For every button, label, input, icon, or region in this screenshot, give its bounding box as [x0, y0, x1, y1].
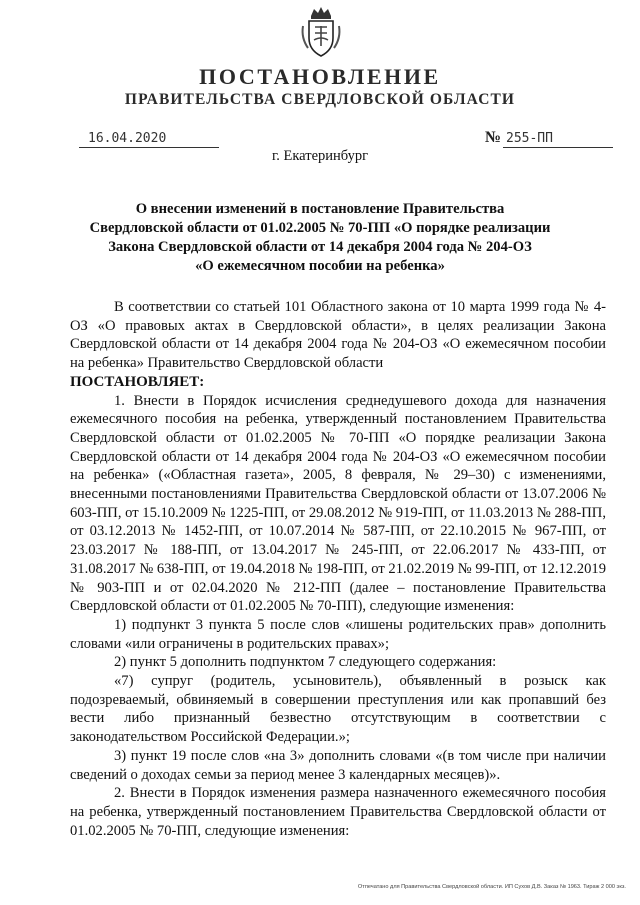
item-1-paragraph: 1. Внести в Порядок исчисления среднедушевого дохода для назначения ежемесячного пособия на ребенка, утвержденный постановлением Правительства Свердловской области от 01.02.2005 № 70-ПП «О порядке реализации Закона Свердловской области от 14 декабря 2004 года № 204-ОЗ «О ежемесячном пособии на ребенка» («Областная газета», 2005, 8 февраля, № 29–30) с изменениями, внесенными постановлениями Правительства Свердловской области от 13.07.2006 № 603-ПП, от 15.10.2009 № 1225-ПП, от 29.08.2012 № 919-ПП, от 11.03.2013 № 288-ПП, от 03.12.2013 № 1452-ПП, от 10.07.2014 № 587-ПП, от 22.10.2015 № 967-ПП, от 23.03.2017 № 188-ПП, от 13.04.2017 № 245-ПП, от 22.06.2017 № 433-ПП, от 31.08.2017 № 638-ПП, от 19.04.2018 № 198-ПП, от 21.02.2019 № 99-ПП, от 12.12.2019 № 903-ПП и от 02.04.2020 № 212-ПП (далее – постановление Правительства Свердловской области от 01.02.2005 № 70-ПП), следующие изменения: — [70, 392, 606, 615]
decree-heading-line: Свердловской области от 01.02.2005 № 70-ПП «О порядке реализации — [89, 220, 551, 236]
resolves-heading: ПОСТАНОВЛЯЕТ: — [70, 373, 205, 390]
item-2-paragraph: 2. Внести в Порядок изменения размера назначенного ежемесячного пособия на ребенка, утвержденный постановлением Правительства Свердловской области от 01.02.2005 № 70-ПП, следующие изменения: — [70, 785, 606, 839]
decree-heading-line: Закона Свердловской области от 14 декабря 2004 года № 204-ОЗ — [108, 239, 532, 255]
preamble-paragraph: В соответствии со статьей 101 Областного закона от 10 марта 1999 года № 4-ОЗ «О правовых актах в Свердловской области», в целях реализации Закона Свердловской области от 14 декабря 2004 года № 204-ОЗ «О ежемесячном пособии на ребенка» Правительство Свердловской области — [70, 299, 606, 372]
subitem-3-paragraph: 3) пункт 19 после слов «на 3» дополнить словами «(в том числе при наличии сведений о доходах семьи за период менее 3 календарных месяцев)». — [70, 747, 606, 783]
document-issuer: ПРАВИТЕЛЬСТВА СВЕРДЛОВСКОЙ ОБЛАСТИ — [124, 91, 516, 108]
subitem-2-quote: «7) супруг (родитель, усыновитель), объявленный в розыск как подозреваемый, обвиняемый в совершении преступления или как пропавший без вести либо признанный безвестно отсутствующим в соответствии с законодательством Российской Федерации.»; — [70, 673, 606, 746]
decree-heading-line: «О ежемесячном пособии на ребенка» — [195, 258, 445, 274]
subitem-1-paragraph: 1) подпункт 3 пункта 5 после слов «лишены родительских прав» дополнить словами «или ограничены в родительских правах»; — [70, 616, 606, 652]
number-label: № — [485, 129, 502, 146]
decree-heading-line: О внесении изменений в постановление Правительства — [135, 201, 505, 217]
document-title: ПОСТАНОВЛЕНИЕ — [199, 64, 441, 89]
decree-body — [70, 298, 606, 840]
decree-heading — [80, 200, 560, 276]
coat-of-arms-icon — [299, 6, 343, 58]
decree-number: 255-ПП — [506, 131, 553, 146]
print-note: Отпечатано для Правительства Свердловской области. ИП Сухов Д.В. Заказ № 1963. Тираж 2 000 экз. — [357, 884, 626, 890]
decree-date: 16.04.2020 — [88, 131, 167, 146]
subitem-2-paragraph: 2) пункт 5 дополнить подпунктом 7 следующего содержания: — [114, 654, 497, 671]
city-line: г. Екатеринбург — [271, 148, 369, 164]
